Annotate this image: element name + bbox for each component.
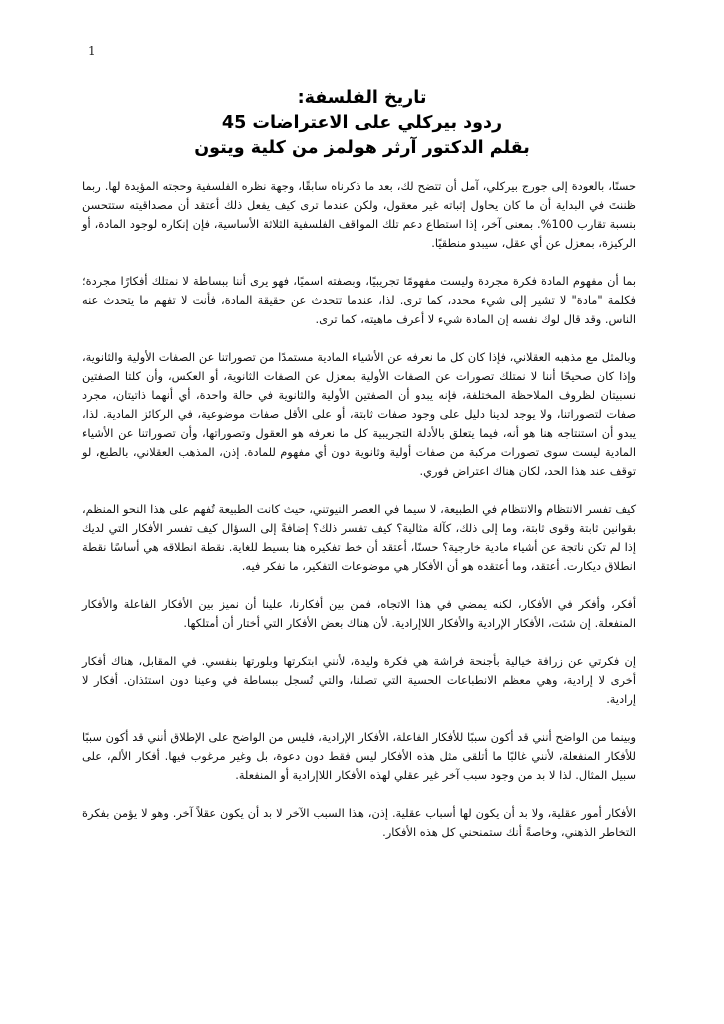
page-number: 1 <box>88 44 96 58</box>
paragraph-2: بما أن مفهوم المادة فكرة مجردة وليست مفهومًا تجريبيًا، وبصفته اسميًا، فهو يرى أننا ببساطة لا نمتلك أفكارًا مجردة؛ فكلمة "مادة" لا تشير إلى شيء محدد، كما ترى. لذا، عندما تتحدث عن حقيقة المادة، فأنت لا تفهم ما يتحدث عنه الناس. وقد قال لوك نفسه إن المادة شيء لا أعرف ماهيته، كما ترى. <box>82 274 636 326</box>
paragraph-7: وبينما من الواضح أنني قد أكون سببًا للأفكار الفاعلة، الأفكار الإرادية، فليس من الواضح على الإطلاق أنني قد أكون سببًا للأفكار المنفعلة، لأنني غالبًا ما أتلقى مثل هذه الأفكار ليس فقط دون دعوة، بل وغير مرغوب فيها. أفكار الألم، على سبيل المثال. لذا لا بد من وجود سبب آخر غير عقلي لهذه الأفكار اللاإرادية أو المنفعلة. <box>82 730 636 782</box>
title-line-1: تاريخ الفلسفة: <box>297 88 427 108</box>
paragraph-5: أفكر، وأفكر في الأفكار، لكنه يمضي في هذا الاتجاه، فمن بين أفكارنا، علينا أن نميز بين الأفكار الفاعلة والأفكار المنفعلة. إن شئت، الأفكار الإرادية والأفكار اللاإرادية. لأن هناك بعض الأفكار التي أختار أن أمتلكها. <box>82 597 636 630</box>
document-title <box>80 86 644 161</box>
title-line-3: بقلم الدكتور آرثر هولمز من كلية ويتون <box>194 138 530 158</box>
paragraph-3: وبالمثل مع مذهبه العقلاني، فإذا كان كل ما نعرفه عن الأشياء المادية مستمدًا من تصوراتنا عن الصفات الأولية والثانوية، وإذا كان صحيحًا أننا لا نمتلك تصورات عن الصفات الأولية بمعزل عن الصفات الثانوية، أو العكس، وأن كلتا الصفتين نسبيتان لظروف الملاحظة المختلفة، فإنه يبدو أن الصفتين الأولية والثانوية في حالة واحدة، أي أنهما ذاتيتان، مجرد صفات لتصوراتنا، ولا يوجد لدينا دليل على وجود صفات ثابتة، أو على الأقل صفات موضوعية، في الركائز المادية. لذا، يبدو أن استنتاجه هنا هو أنه، فيما يتعلق بالأدلة التجريبية كل ما نعرفه هو العقول وتصوراتها، وأن تصوراتنا عن الأشياء المادية ليست سوى تصورات مركبة من صفات أولية وثانوية دون أي مفهوم للمادة. إذن، المذهب العقلاني، بالطبع، لو توقف عند هذا الحد، لكان هناك اعتراض فوري. <box>82 350 636 478</box>
paragraph-8: الأفكار أمور عقلية، ولا بد أن يكون لها أسباب عقلية. إذن، هذا السبب الآخر لا بد أن يكون عقلاً آخر. وهو لا يؤمن بفكرة التخاطر الذهني، وخاصةً أنك ستمنحني كل هذه الأفكار. <box>82 806 636 839</box>
paragraph-1: حسنًا، بالعودة إلى جورج بيركلي، آمل أن تتضح لك، بعد ما ذكرناه سابقًا، وجهة نظره الفلسفية وحجته المؤيدة لها. ربما ظننتَ في البداية أن ما كان يحاول إثباته غير معقول، ولكن عندما ترى كيف يفعل ذلك أعتقد أن مصداقيته ستتحسن بنسبة تقارب 100%. بمعنى آخر، إذا استطاع دعم تلك المواقف الفلسفية الثلاثة الأساسية، فإن إنكاره لوجود المادة، أو الركيزة، بمعزل عن أي عقل، سيبدو منطقيًا. <box>82 179 636 250</box>
paragraph-6: إن فكرتي عن زرافة خيالية بأجنحة فراشة هي فكرة وليدة، لأنني ابتكرتها وبلورتها بنفسي. في المقابل، هناك أفكار أخرى لا إرادية، وهي معظم الانطباعات الحسية التي تصلنا، والتي تُسجل ببساطة في وعينا دون استئذان. أفكار لا إرادية. <box>82 654 636 706</box>
title-line-2: ردود بيركلي على الاعتراضات 45 <box>221 113 503 133</box>
paragraph-4: كيف تفسر الانتظام والانتظام في الطبيعة، لا سيما في العصر النيوتني، حيث كانت الطبيعة تُفهم على هذا النحو المنظم، بقوانين ثابتة وقوى ثابتة، وما إلى ذلك، كآلة مثالية؟ كيف تفسر ذلك؟ إضافةً إلى السؤال كيف تفسر الأفكار التي لديك إذا لم تكن ناتجة عن أشياء مادية خارجية؟ حسنًا، أعتقد أن خط تفكيره هنا بسيط للغاية. نقطة انطلاقه هي أساسًا نقطة انطلاق ديكارت. أعتقد، وما أعتقده هو أن الأفكار هي موضوعات التفكير، ما نفكر فيه. <box>82 502 636 573</box>
document-body <box>82 177 636 861</box>
